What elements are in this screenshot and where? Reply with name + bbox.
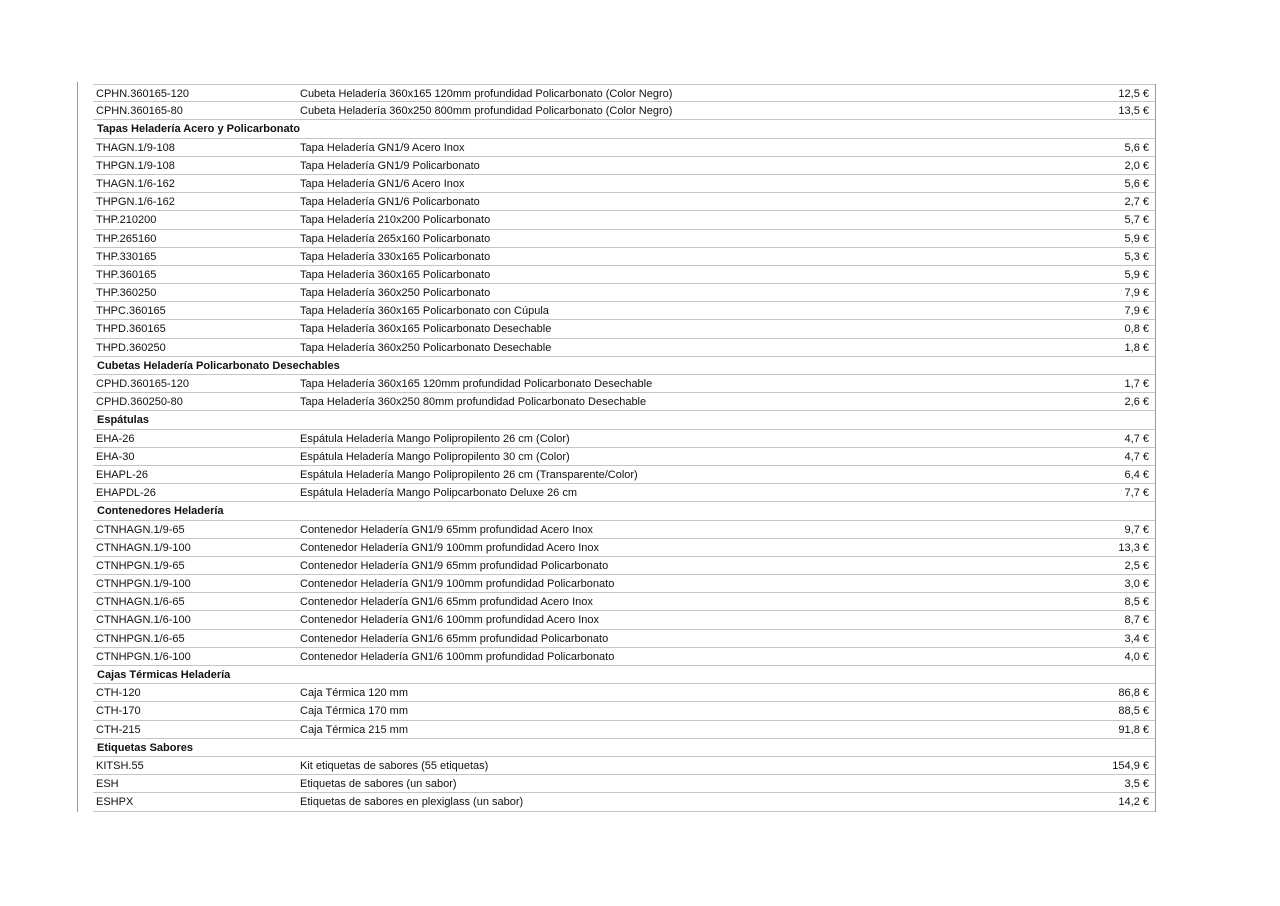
product-description: Cubeta Heladería 360x250 800mm profundidad Policarbonato (Color Negro) — [300, 105, 673, 118]
product-code: THPD.360250 — [96, 341, 166, 354]
product-price: 88,5 € — [1118, 705, 1149, 718]
product-row — [93, 466, 1155, 484]
product-price: 9,7 € — [1124, 523, 1149, 536]
product-row — [93, 375, 1155, 393]
product-description: Cubeta Heladería 360x165 120mm profundidad Policarbonato (Color Negro) — [300, 88, 673, 100]
product-row — [93, 757, 1155, 775]
product-row — [93, 302, 1155, 320]
product-price: 4,7 € — [1124, 432, 1149, 445]
product-row — [93, 139, 1155, 157]
product-code: THP.265160 — [96, 232, 157, 245]
product-price: 2,0 € — [1124, 159, 1149, 172]
product-price: 14,2 € — [1118, 796, 1149, 809]
section-header-row — [93, 411, 1155, 429]
product-price: 7,9 € — [1124, 305, 1149, 318]
product-description: Tapa Heladería 360x250 Policarbonato Desechable — [300, 341, 552, 354]
product-price: 2,7 € — [1124, 196, 1149, 209]
section-title: Etiquetas Sabores — [97, 741, 193, 754]
product-row — [93, 684, 1155, 702]
product-price: 13,3 € — [1118, 541, 1149, 554]
section-header-row — [93, 739, 1155, 757]
product-description: Tapa Heladería 360x165 Policarbonato — [300, 268, 491, 281]
product-price: 3,5 € — [1124, 778, 1149, 791]
product-description: Espátula Heladería Mango Polipcarbonato Deluxe 26 cm — [300, 487, 577, 500]
product-price: 2,6 € — [1124, 396, 1149, 409]
section-header-row — [93, 502, 1155, 520]
product-code: THPGN.1/6-162 — [96, 196, 175, 209]
product-price: 154,9 € — [1112, 759, 1149, 772]
product-price: 8,5 € — [1124, 596, 1149, 609]
product-code: CTNHPGN.1/9-65 — [96, 559, 185, 572]
product-description: Caja Térmica 215 mm — [300, 723, 408, 736]
product-row — [93, 193, 1155, 211]
product-row — [93, 430, 1155, 448]
product-description: Tapa Heladería 360x165 Policarbonato Desechable — [300, 323, 552, 336]
product-row — [93, 266, 1155, 284]
product-row — [93, 702, 1155, 720]
product-code: THP.210200 — [96, 214, 157, 227]
product-description: Contenedor Heladería GN1/9 65mm profundidad Policarbonato — [300, 559, 609, 572]
product-code: EHA-30 — [96, 450, 135, 463]
product-row — [93, 448, 1155, 466]
section-title: Cajas Térmicas Heladería — [97, 669, 231, 681]
product-code: ESHPX — [96, 796, 134, 809]
page-margin-rule — [77, 82, 78, 812]
product-price: 7,7 € — [1124, 487, 1149, 500]
product-code: CTNHAGN.1/6-65 — [96, 596, 185, 609]
product-description: Contenedor Heladería GN1/6 65mm profundidad Policarbonato — [300, 632, 609, 645]
product-row — [93, 593, 1155, 611]
product-row — [93, 721, 1155, 739]
section-header-row — [93, 120, 1155, 138]
product-row — [93, 630, 1155, 648]
product-row — [93, 775, 1155, 793]
product-code: CTNHPGN.1/6-65 — [96, 632, 185, 645]
product-row — [93, 157, 1155, 175]
product-description: Tapa Heladería 360x165 120mm profundidad Policarbonato Desechable — [300, 378, 653, 390]
product-code: CTNHPGN.1/6-100 — [96, 650, 191, 663]
product-code: EHAPL-26 — [96, 468, 148, 481]
product-description: Kit etiquetas de sabores (55 etiquetas) — [300, 759, 489, 772]
product-code: CTH-215 — [96, 723, 141, 736]
section-title: Contenedores Heladería — [97, 505, 224, 518]
product-description: Tapa Heladería 265x160 Policarbonato — [300, 232, 491, 245]
product-description: Tapa Heladería 330x165 Policarbonato — [300, 250, 491, 263]
product-code: THPGN.1/9-108 — [96, 159, 175, 172]
product-code: THP.360165 — [96, 268, 157, 281]
section-title: Espátulas — [97, 414, 149, 427]
product-description: Contenedor Heladería GN1/9 65mm profundidad Acero Inox — [300, 523, 593, 536]
product-code: CPHD.360250-80 — [96, 396, 183, 409]
product-code: THAGN.1/6-162 — [96, 177, 175, 190]
product-code: CTH-170 — [96, 705, 141, 718]
product-code: CTNHAGN.1/9-100 — [96, 541, 191, 554]
product-description: Tapa Heladería 210x200 Policarbonato — [300, 214, 491, 227]
section-header-row — [93, 666, 1155, 684]
product-code: THPC.360165 — [96, 305, 166, 318]
product-code: CPHD.360165-120 — [96, 378, 189, 390]
product-price: 4,0 € — [1124, 650, 1149, 663]
product-price: 0,8 € — [1124, 323, 1149, 336]
product-price: 5,3 € — [1124, 250, 1149, 263]
product-price: 86,8 € — [1118, 687, 1149, 700]
product-code: CTNHAGN.1/9-65 — [96, 523, 185, 536]
product-description: Contenedor Heladería GN1/9 100mm profundidad Acero Inox — [300, 541, 600, 554]
product-description: Caja Térmica 170 mm — [300, 705, 408, 718]
section-title: Tapas Heladería Acero y Policarbonato — [97, 123, 300, 136]
product-code: CPHN.360165-120 — [96, 88, 189, 100]
product-code: THAGN.1/9-108 — [96, 141, 175, 154]
product-description: Contenedor Heladería GN1/6 65mm profundidad Acero Inox — [300, 596, 593, 609]
product-description: Tapa Heladería 360x250 80mm profundidad Policarbonato Desechable — [300, 396, 647, 409]
product-row — [93, 393, 1155, 411]
product-row — [93, 230, 1155, 248]
product-row — [93, 102, 1155, 120]
product-price: 1,8 € — [1124, 341, 1149, 354]
product-price: 5,6 € — [1124, 177, 1149, 190]
product-code: CTNHPGN.1/9-100 — [96, 578, 191, 591]
product-description: Tapa Heladería 360x250 Policarbonato — [300, 287, 491, 300]
product-price: 7,9 € — [1124, 287, 1149, 300]
product-row — [93, 611, 1155, 629]
product-code: ESH — [96, 778, 119, 791]
product-price: 5,7 € — [1124, 214, 1149, 227]
product-description: Espátula Heladería Mango Polipropilento 26 cm (Color) — [300, 432, 570, 445]
product-code: THPD.360165 — [96, 323, 166, 336]
product-row — [93, 84, 1155, 102]
product-description: Tapa Heladería GN1/9 Policarbonato — [300, 159, 480, 172]
product-description: Etiquetas de sabores (un sabor) — [300, 778, 457, 791]
product-price: 3,4 € — [1124, 632, 1149, 645]
product-row — [93, 320, 1155, 338]
product-price: 13,5 € — [1118, 105, 1149, 118]
product-row — [93, 248, 1155, 266]
product-code: EHAPDL-26 — [96, 487, 156, 500]
product-code: THP.330165 — [96, 250, 157, 263]
product-description: Contenedor Heladería GN1/9 100mm profundidad Policarbonato — [300, 578, 615, 591]
product-description: Caja Térmica 120 mm — [300, 687, 408, 700]
table-right-border — [1155, 84, 1156, 812]
product-description: Tapa Heladería GN1/6 Policarbonato — [300, 196, 480, 209]
product-code: CPHN.360165-80 — [96, 105, 183, 118]
product-row — [93, 557, 1155, 575]
product-description: Contenedor Heladería GN1/6 100mm profundidad Acero Inox — [300, 614, 600, 627]
product-description: Contenedor Heladería GN1/6 100mm profundidad Policarbonato — [300, 650, 615, 663]
product-description: Tapa Heladería 360x165 Policarbonato con Cúpula — [300, 305, 549, 318]
product-price: 4,7 € — [1124, 450, 1149, 463]
product-price: 5,9 € — [1124, 232, 1149, 245]
product-description: Etiquetas de sabores en plexiglass (un sabor) — [300, 796, 524, 809]
section-title: Cubetas Heladería Policarbonato Desechables — [97, 359, 340, 372]
product-row — [93, 575, 1155, 593]
product-row — [93, 284, 1155, 302]
product-code: KITSH.55 — [96, 759, 144, 772]
product-price: 2,5 € — [1124, 559, 1149, 572]
product-code: CTNHAGN.1/6-100 — [96, 614, 191, 627]
product-row — [93, 521, 1155, 539]
price-list-table — [93, 84, 1155, 812]
product-row — [93, 484, 1155, 502]
product-price: 91,8 € — [1118, 723, 1149, 736]
section-header-row — [93, 357, 1155, 375]
product-row — [93, 539, 1155, 557]
product-description: Espátula Heladería Mango Polipropilento 30 cm (Color) — [300, 450, 570, 463]
product-row — [93, 175, 1155, 193]
product-price: 3,0 € — [1124, 578, 1149, 591]
product-description: Espátula Heladería Mango Polipropilento 26 cm (Transparente/Color) — [300, 468, 638, 481]
product-code: CTH-120 — [96, 687, 141, 700]
product-price: 5,9 € — [1124, 268, 1149, 281]
product-price: 1,7 € — [1124, 378, 1149, 390]
product-row — [93, 339, 1155, 357]
product-price: 8,7 € — [1124, 614, 1149, 627]
product-description: Tapa Heladería GN1/9 Acero Inox — [300, 141, 465, 154]
product-row — [93, 793, 1155, 811]
product-row — [93, 648, 1155, 666]
product-code: THP.360250 — [96, 287, 157, 300]
product-price: 5,6 € — [1124, 141, 1149, 154]
product-description: Tapa Heladería GN1/6 Acero Inox — [300, 177, 465, 190]
product-row — [93, 211, 1155, 229]
product-code: EHA-26 — [96, 432, 135, 445]
product-price: 12,5 € — [1118, 88, 1149, 100]
product-price: 6,4 € — [1124, 468, 1149, 481]
